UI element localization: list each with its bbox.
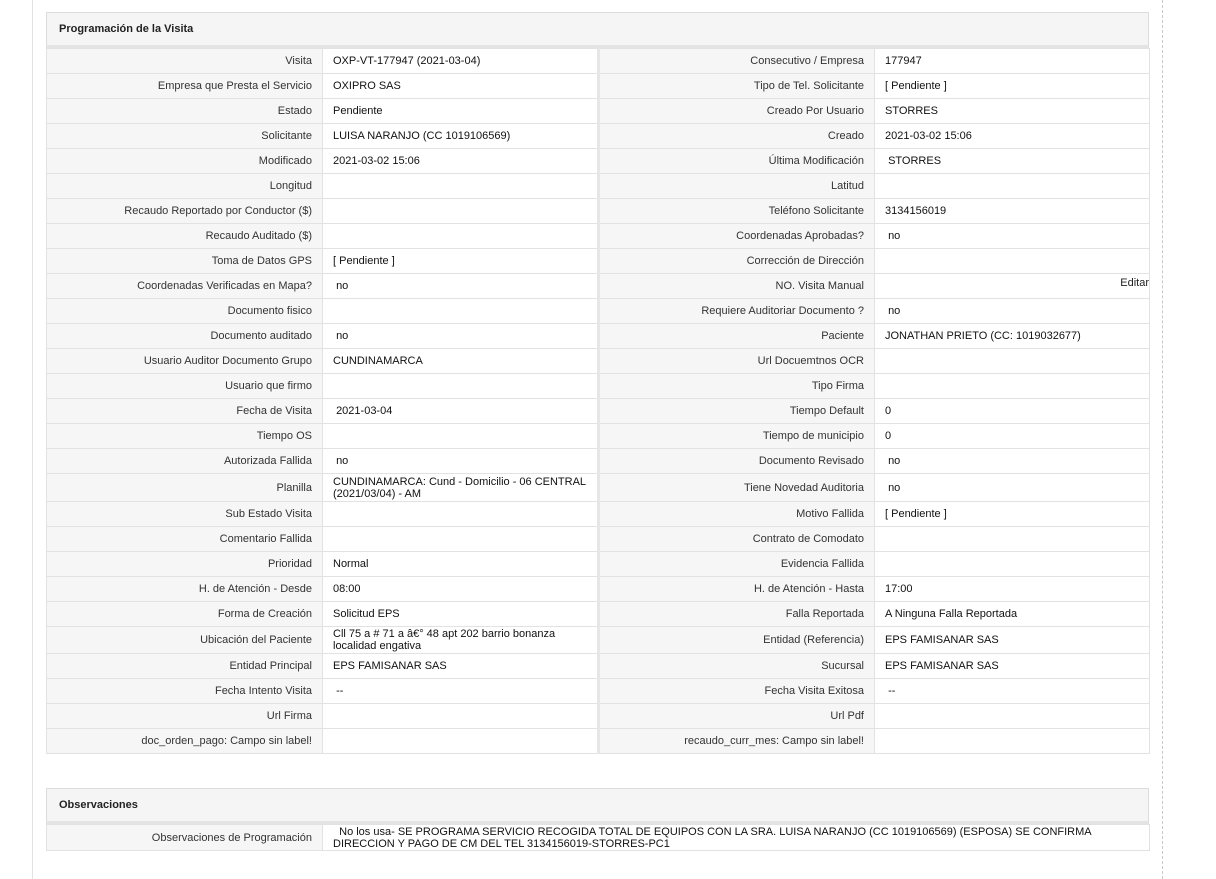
field-value: --: [323, 679, 599, 704]
field-value: [875, 552, 1150, 577]
field-value: [323, 704, 599, 729]
field-label: Usuario que firmo: [47, 374, 323, 399]
field-label: Recaudo Auditado ($): [47, 224, 323, 249]
field-label: Entidad (Referencia): [599, 627, 875, 654]
table-row: [47, 627, 1150, 654]
table-row: [47, 679, 1150, 704]
field-value: Normal: [323, 552, 599, 577]
field-label: Paciente: [599, 324, 875, 349]
field-label: recaudo_curr_mes: Campo sin label!: [599, 729, 875, 754]
field-label: Requiere Auditoriar Documento ?: [599, 299, 875, 324]
table-row: [47, 449, 1150, 474]
field-value: no: [323, 324, 599, 349]
field-value: EPS FAMISANAR SAS: [875, 654, 1150, 679]
field-label: Estado: [47, 99, 323, 124]
field-value: no: [323, 449, 599, 474]
field-label: Url Docuemtnos OCR: [599, 349, 875, 374]
table-row: [47, 149, 1150, 174]
field-value: 2021-03-04: [323, 399, 599, 424]
observaciones-table: [46, 824, 1150, 851]
programacion-title: Programación de la Visita: [46, 12, 1149, 48]
field-label: Documento auditado: [47, 324, 323, 349]
field-label: Tiempo Default: [599, 399, 875, 424]
field-value: no: [875, 474, 1150, 502]
field-label: Tiempo OS: [47, 424, 323, 449]
field-label: Fecha Visita Exitosa: [599, 679, 875, 704]
field-value: [323, 199, 599, 224]
field-value: Solicitud EPS: [323, 602, 599, 627]
field-value: OXIPRO SAS: [323, 74, 599, 99]
field-label: Toma de Datos GPS: [47, 249, 323, 274]
field-value: [323, 527, 599, 552]
field-label: Tiene Novedad Auditoria: [599, 474, 875, 502]
field-value: JONATHAN PRIETO (CC: 1019032677): [875, 324, 1150, 349]
field-value: CUNDINAMARCA: Cund - Domicilio - 06 CENTRAL (2021/03/04) - AM: [323, 474, 599, 502]
field-label: Tiempo de municipio: [599, 424, 875, 449]
field-value: [875, 349, 1150, 374]
field-label: Solicitante: [47, 124, 323, 149]
table-row: [47, 654, 1150, 679]
field-label: Prioridad: [47, 552, 323, 577]
field-label: Url Pdf: [599, 704, 875, 729]
field-label: Última Modificación: [599, 149, 875, 174]
field-value: [875, 274, 1150, 299]
field-label: Empresa que Presta el Servicio: [47, 74, 323, 99]
edit-link[interactable]: Editar: [1120, 277, 1149, 289]
field-label: Fecha Intento Visita: [47, 679, 323, 704]
field-value: 2021-03-02 15:06: [875, 124, 1150, 149]
field-value: no: [875, 299, 1150, 324]
field-value: [ Pendiente ]: [875, 74, 1150, 99]
observaciones-panel: [46, 788, 1149, 851]
field-label: Consecutivo / Empresa: [599, 49, 875, 74]
field-value: [ Pendiente ]: [875, 502, 1150, 527]
field-value: STORRES: [875, 99, 1150, 124]
field-label: Autorizada Fallida: [47, 449, 323, 474]
field-label: Forma de Creación: [47, 602, 323, 627]
field-label: Usuario Auditor Documento Grupo: [47, 349, 323, 374]
table-row: [47, 502, 1150, 527]
field-value: STORRES: [875, 149, 1150, 174]
field-label: doc_orden_pago: Campo sin label!: [47, 729, 323, 754]
table-row: [47, 424, 1150, 449]
field-label: Fecha de Visita: [47, 399, 323, 424]
field-label: Corrección de Dirección: [599, 249, 875, 274]
table-row: [47, 374, 1150, 399]
table-row: [47, 174, 1150, 199]
field-label: Creado Por Usuario: [599, 99, 875, 124]
field-value: no: [875, 449, 1150, 474]
field-value: [323, 174, 599, 199]
table-row: [47, 729, 1150, 754]
field-value: [323, 424, 599, 449]
observaciones-label: Observaciones de Programación: [47, 825, 323, 851]
field-label: H. de Atención - Desde: [47, 577, 323, 602]
table-row: [47, 324, 1150, 349]
programacion-panel: [46, 12, 1149, 754]
field-label: Visita: [47, 49, 323, 74]
field-value: 08:00: [323, 577, 599, 602]
field-value: Cll 75 a # 71 a â€° 48 apt 202 barrio bonanza localidad engativa: [323, 627, 599, 654]
field-label: H. de Atención - Hasta: [599, 577, 875, 602]
table-row: [47, 124, 1150, 149]
programacion-table: [46, 48, 1150, 754]
table-row: [47, 704, 1150, 729]
field-value: OXP-VT-177947 (2021-03-04): [323, 49, 599, 74]
field-value: 3134156019: [875, 199, 1150, 224]
field-label: Ubicación del Paciente: [47, 627, 323, 654]
table-row: [47, 299, 1150, 324]
field-value: [323, 224, 599, 249]
table-row: [47, 474, 1150, 502]
field-label: Recaudo Reportado por Conductor ($): [47, 199, 323, 224]
table-row: [47, 552, 1150, 577]
field-value: --: [875, 679, 1150, 704]
field-label: Evidencia Fallida: [599, 552, 875, 577]
field-value: LUISA NARANJO (CC 1019106569): [323, 124, 599, 149]
observaciones-value: No los usa- SE PROGRAMA SERVICIO RECOGIDA TOTAL DE EQUIPOS CON LA SRA. LUISA NARANJO (CC 1019106569) (ESPOSA) SE CONFIRMA DIRECCION Y PAGO DE CM DEL TEL 3134156019-STORRES-PC1: [323, 825, 1150, 851]
field-label: Contrato de Comodato: [599, 527, 875, 552]
field-value: [875, 729, 1150, 754]
field-label: Teléfono Solicitante: [599, 199, 875, 224]
field-label: Sucursal: [599, 654, 875, 679]
field-value: no: [323, 274, 599, 299]
table-row: [47, 249, 1150, 274]
field-label: Tipo de Tel. Solicitante: [599, 74, 875, 99]
field-label: Creado: [599, 124, 875, 149]
observaciones-title: Observaciones: [46, 788, 1149, 824]
field-value: 177947: [875, 49, 1150, 74]
field-value: [875, 704, 1150, 729]
field-label: Latitud: [599, 174, 875, 199]
field-label: Coordenadas Aprobadas?: [599, 224, 875, 249]
field-label: Entidad Principal: [47, 654, 323, 679]
field-value: [875, 174, 1150, 199]
table-row: [47, 224, 1150, 249]
table-row: [47, 99, 1150, 124]
field-label: Documento Revisado: [599, 449, 875, 474]
field-value: [323, 729, 599, 754]
field-value: EPS FAMISANAR SAS: [323, 654, 599, 679]
field-value: Pendiente: [323, 99, 599, 124]
table-row: [47, 527, 1150, 552]
field-value: 17:00: [875, 577, 1150, 602]
table-row: [47, 577, 1150, 602]
field-label: Url Firma: [47, 704, 323, 729]
field-label: Motivo Fallida: [599, 502, 875, 527]
table-row: [47, 274, 1150, 299]
field-value: [323, 374, 599, 399]
table-row: [47, 399, 1150, 424]
field-value: no: [875, 224, 1150, 249]
field-label: Longitud: [47, 174, 323, 199]
field-label: Tipo Firma: [599, 374, 875, 399]
field-label: Falla Reportada: [599, 602, 875, 627]
field-label: Coordenadas Verificadas en Mapa?: [47, 274, 323, 299]
table-row: [47, 825, 1150, 851]
table-row: [47, 74, 1150, 99]
field-value: [875, 527, 1150, 552]
field-value: [323, 299, 599, 324]
field-label: Documento fisico: [47, 299, 323, 324]
field-value: [323, 502, 599, 527]
field-value: [875, 249, 1150, 274]
field-value: 0: [875, 399, 1150, 424]
field-value: A Ninguna Falla Reportada: [875, 602, 1150, 627]
field-value: [875, 374, 1150, 399]
field-value: 2021-03-02 15:06: [323, 149, 599, 174]
field-label: Comentario Fallida: [47, 527, 323, 552]
table-row: [47, 602, 1150, 627]
field-label: Sub Estado Visita: [47, 502, 323, 527]
table-row: [47, 349, 1150, 374]
field-value: 0: [875, 424, 1150, 449]
page-left-border: [32, 0, 33, 879]
field-label: Planilla: [47, 474, 323, 502]
field-label: NO. Visita Manual: [599, 274, 875, 299]
field-value: [ Pendiente ]: [323, 249, 599, 274]
field-value: CUNDINAMARCA: [323, 349, 599, 374]
field-label: Modificado: [47, 149, 323, 174]
table-row: [47, 199, 1150, 224]
page-right-dashed-border: [1162, 0, 1163, 879]
field-value: EPS FAMISANAR SAS: [875, 627, 1150, 654]
table-row: [47, 49, 1150, 74]
